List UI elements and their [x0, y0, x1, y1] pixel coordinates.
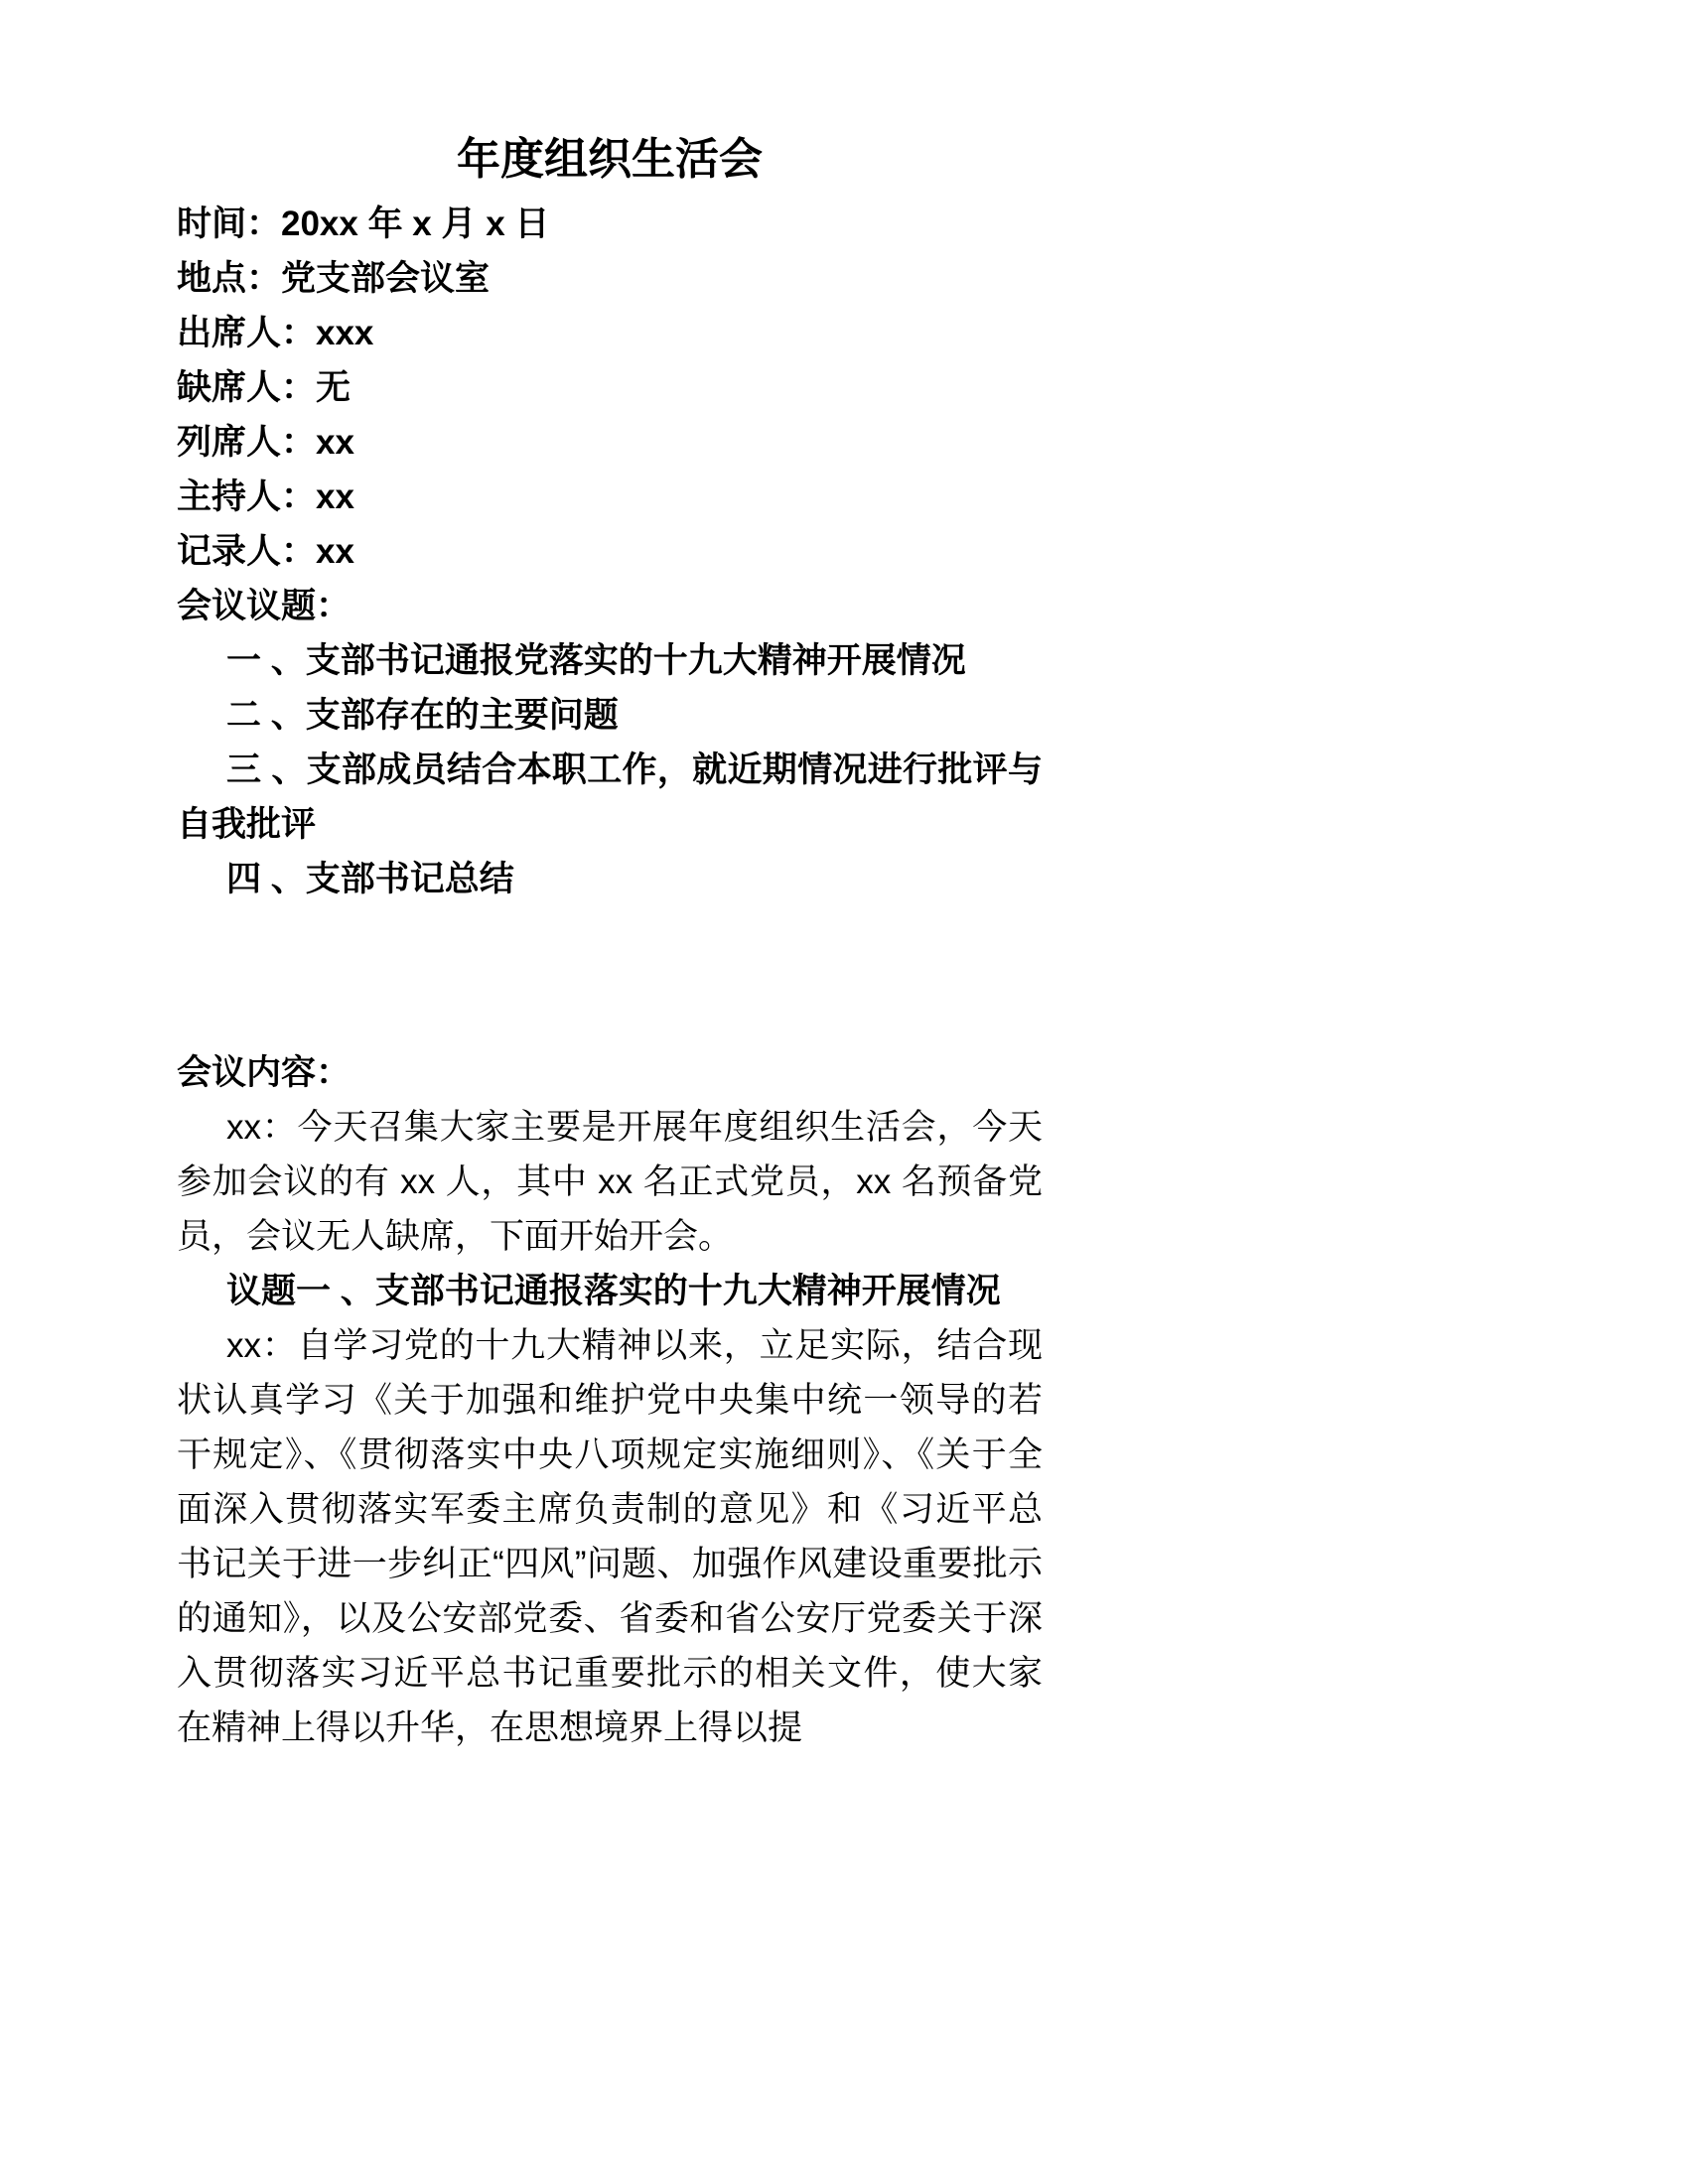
meta-line-absentees: 缺席人：无: [177, 368, 352, 407]
agenda-item-3: 三 、支部成员结合本职工作，就近期情况进行批评与自我批评: [177, 751, 1043, 844]
agenda-item-4: 四 、支部书记总结: [226, 860, 514, 898]
agenda-item-1: 一 、支部书记通报党落实的十九大精神开展情况: [226, 641, 966, 680]
section-gap: [177, 906, 1043, 1045]
meta-line-agenda-label: 会议议题：: [177, 587, 352, 625]
meta-line-attendees: 出席人：xxx: [177, 314, 374, 352]
document-page: [177, 131, 1043, 1755]
document-title: 年度组织生活会: [457, 135, 763, 184]
paragraph-opening: xx：今天召集大家主要是开展年度组织生活会，今天参加会议的有 xx 人，其中 xx 名正式党员，xx 名预备党员，会议无人缺席，下面开始开会。: [177, 1108, 1043, 1256]
meta-line-location: 地点：党支部会议室: [177, 259, 491, 298]
content-section: [177, 1100, 1043, 1755]
agenda-section: [177, 633, 1043, 906]
meta-line-time: 时间：20xx 年 x 月 x 日: [177, 205, 550, 243]
meta-line-host: 主持人：xx: [177, 478, 354, 516]
paragraph-topic1-heading: 议题一 、支部书记通报落实的十九大精神开展情况: [226, 1272, 1001, 1310]
agenda-item-2: 二 、支部存在的主要问题: [226, 696, 619, 735]
meta-line-recorder: 记录人：xx: [177, 532, 354, 571]
content-heading: 会议内容：: [177, 1053, 352, 1092]
meta-line-observers: 列席人：xx: [177, 423, 354, 462]
paragraph-topic1-body: xx：自学习党的十九大精神以来，立足实际，结合现状认真学习《关于加强和维护党中央集中统一领导的若干规定》、《贯彻落实中央八项规定实施细则》、《关于全面深入贯彻落实军委主席负责制的意见》和《习近平总书记关于进一步纠正“四风”问题、加强作风建设重要批示的通知》，以及公安部党委、省委和省公安厅党委关于深入贯彻落实习近平总书记重要批示的相关文件，使大家在精神上得以升华，在思想境界上得以提: [177, 1326, 1043, 1747]
meta-section: [177, 197, 1043, 633]
